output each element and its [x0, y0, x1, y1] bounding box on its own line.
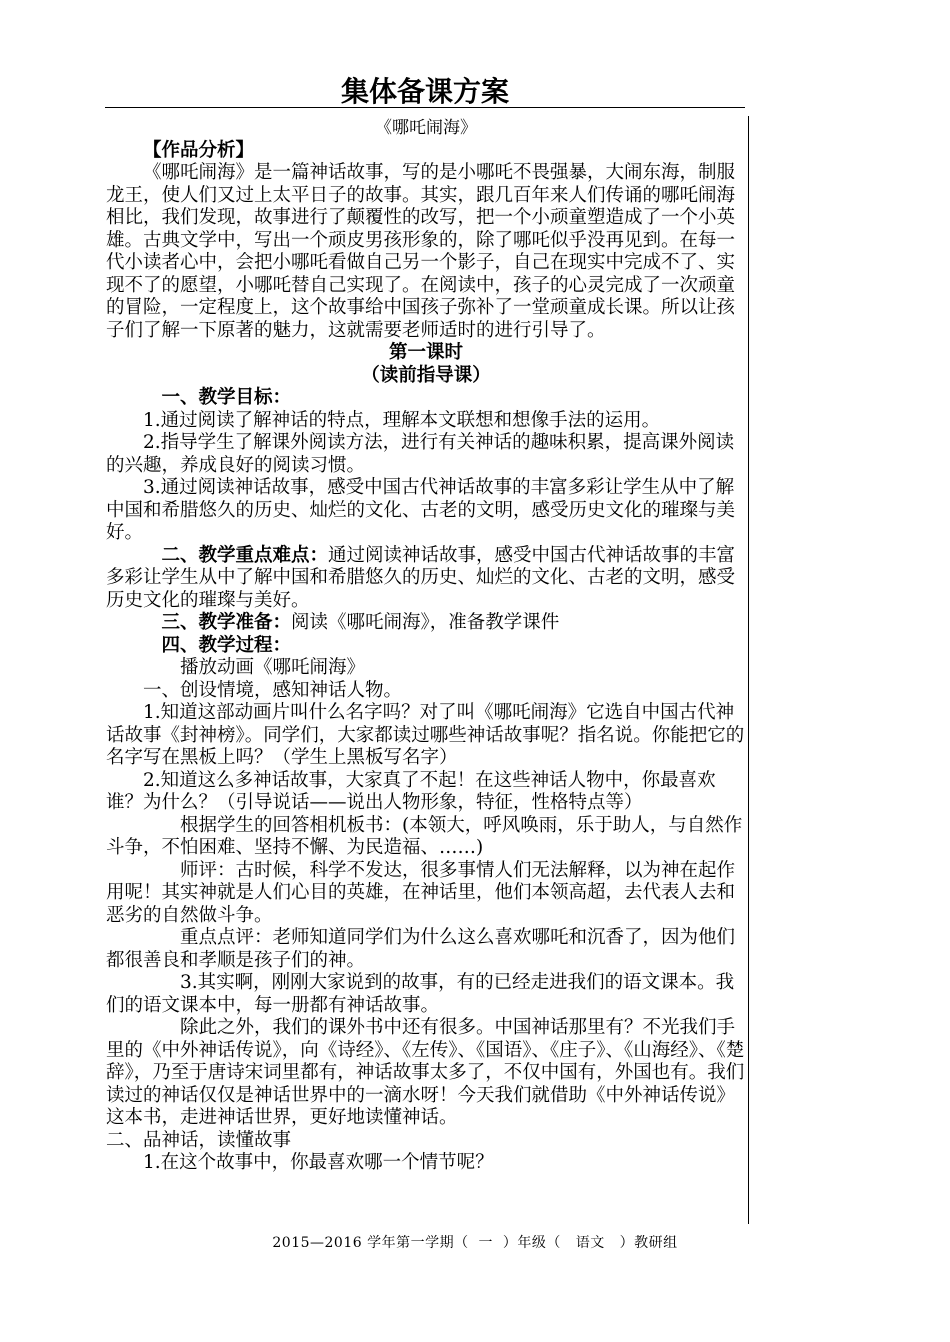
work-title: 《哪吒闹海》 [375, 118, 477, 138]
play-animation: 播放动画《哪吒闹海》 [180, 657, 366, 678]
step-1-item-2: 2.知道这么多神话故事，大家真了不起！在这些神话人物中，你最喜欢谁？为什么？（引导说话——说出人物形象，特征，性格特点等） [106, 769, 716, 813]
footer-text: 2015—2016 学年第一学期（ 一 ）年级（ 语文 ）教研组 [272, 1235, 678, 1251]
analysis-paragraph: 《哪吒闹海》是一篇神话故事，写的是小哪吒不畏强暴，大闹东海，制服龙王，使人们又过上太平日子的故事。其实，跟几百年来人们传诵的哪吒闹海相比，我们发现，故事进行了颠覆性的改写，把一个小顽童塑造成了一个小英雄。古典文学中，写出一个顽皮男孩形象的，除了哪吒似乎没再见到。在每一代小读者心中，会把小哪吒看做自己另一个影子，自己在现实中完成不了、实现不了的愿望，小哪吒替自己实现了。在阅读中，孩子的心灵完成了一次顽童的冒险，一定程度上，这个故事给中国孩子弥补了一堂顽童成长课。所以让孩子们了解一下原著的魅力，这就需要老师适时的进行引导了。 [106, 162, 736, 341]
lesson-subtitle: （读前指导课） [361, 364, 491, 386]
step-2-heading: 二、品神话，读懂故事 [106, 1129, 292, 1151]
key-points-heading: 二、教学重点难点： [161, 544, 329, 566]
step-1-item-1: 1.知道这部动画片叫什么名字吗？对了叫《哪吒闹海》它选自中国古代神话故事《封神榜》。同学们，大家都读过哪些神话故事呢？指名说。你能把它的名字写在黑板上吗？（学生上黑板写名字） [106, 702, 745, 768]
preparation-text: 阅读《哪吒闹海》，准备教学课件 [291, 612, 560, 633]
preparation-heading: 三、教学准备： [161, 612, 292, 633]
step-1-item-3: 3.其实啊，刚刚大家说到的故事，有的已经走进我们的语文课本。我们的语文课本中，每一册都有神话故事。 [106, 972, 735, 1016]
step-1-heading: 一、创设情境，感知神话人物。 [143, 679, 403, 701]
key-points [106, 545, 746, 613]
analysis-heading-text: 【作品分析】 [143, 139, 255, 161]
analysis-heading [106, 140, 746, 163]
title-underline [105, 107, 745, 108]
lesson-plan-body [106, 117, 746, 1175]
lesson-title: 第一课时 [388, 342, 463, 363]
goal-2: 2.指导学生了解课外阅读方法，进行有关神话的趣味积累，提高课外阅读的兴趣，养成良好的阅读习惯。 [106, 432, 735, 476]
step-2-item-1: 1.在这个故事中，你最喜欢哪一个情节呢？ [143, 1152, 494, 1173]
goal-3: 3.通过阅读神话故事，感受中国古代神话故事的丰富多彩让学生从中了解中国和希腊悠久的历史、灿烂的文化、古老的文明，感受历史文化的璀璨与美好。 [106, 477, 736, 543]
process-heading: 四、教学过程： [161, 634, 292, 656]
right-border-line [748, 116, 749, 1224]
focus-comment: 重点点评：老师知道同学们为什么这么喜欢哪吒和沉香了，因为他们都很善良和孝顺是孩子们的神。 [106, 927, 736, 971]
preparation [106, 612, 746, 635]
goal-1: 1.通过阅读了解神话的特点，理解本文联想和想像手法的运用。 [143, 409, 661, 431]
besides-paragraph: 除此之外，我们的课外书中还有很多。中国神话那里有？不光我们手里的《中外神话传说》，向《诗经》、《左传》、《国语》、《庄子》、《山海经》、《楚辞》，乃至于唐诗宋词里都有，神话故事太多了，不仅中国有，外国也有。我们读过的神话仅仅是神话世界中的一滴水呀！今天我们就借助《中外神话传说》这本书，走进神话世界，更好地读懂神话。 [106, 1017, 745, 1128]
page-title: 集体备课方案 [340, 75, 509, 108]
teacher-comment: 师评：古时候，科学不发达，很多事情人们无法解释，以为神在起作用呢！其实神就是人们心目的英雄，在神话里，他们本领高超，去代表人去和恶劣的自然做斗争。 [106, 859, 736, 926]
key-points-text: 通过阅读神话故事，感受中国古代神话故事的丰富多彩让学生从中了解中国和希腊悠久的历史、灿烂的文化、古老的文明，感受历史文化的璀璨与美好。 [106, 544, 736, 611]
goals-heading: 一、教学目标： [161, 387, 292, 408]
board-writing: 根据学生的回答相机板书：(本领大，呼风唤雨，乐于助人，与自然作斗争，不怕困难、坚持不懈、为民造福、……) [106, 814, 743, 858]
page-footer [0, 1232, 950, 1252]
